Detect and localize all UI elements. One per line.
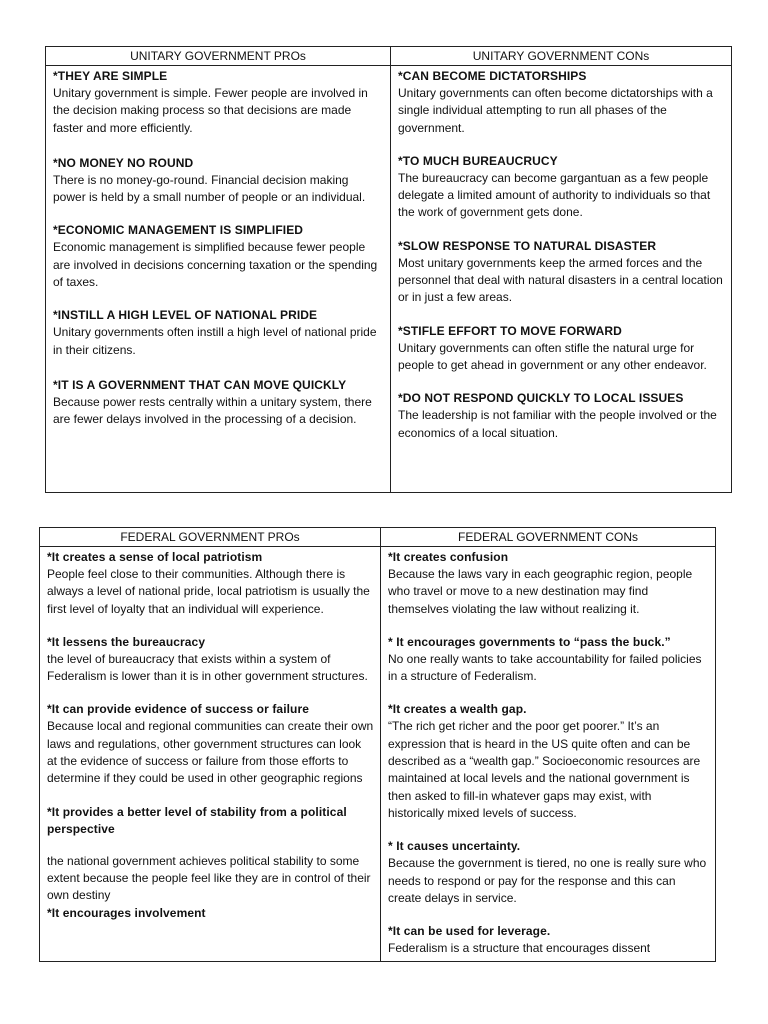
unitary-con-item: [398, 153, 725, 222]
federal-table: [39, 527, 716, 962]
federal-pro-body: Because local and regional communities can create their own laws and regulations, other government structures can look at the evidence of success or failure from those efforts to determine if they could be used in other geographic regions: [47, 719, 374, 786]
unitary-pro-body: Unitary governments often instill a high level of national pride in their citizens.: [53, 325, 377, 357]
unitary-pro-body: Economic management is simplified because fewer people are involved in decisions concerning taxation or the spending of taxes.: [53, 240, 378, 290]
unitary-con-title: *DO NOT RESPOND QUICKLY TO LOCAL ISSUES: [398, 391, 684, 406]
federal-pro-title: *It encourages involvement: [47, 905, 206, 920]
federal-pro-item: [47, 634, 374, 686]
federal-con-body: Because the government is tiered, no one is really sure who needs to respond or pay for the response and this can create delays in service.: [388, 856, 707, 905]
unitary-cons-header: UNITARY GOVERNMENT CONs: [391, 47, 732, 66]
unitary-pro-item: [53, 68, 384, 137]
unitary-pro-item: [53, 222, 384, 291]
unitary-con-body: Unitary governments can often become dictatorships with a single individual attempting to run all phases of the government.: [398, 86, 713, 135]
federal-cons-cell: [381, 547, 716, 962]
unitary-pro-title: *THEY ARE SIMPLE: [53, 69, 168, 83]
unitary-con-title: *STIFLE EFFORT TO MOVE FORWARD: [398, 323, 622, 338]
unitary-con-item: [398, 68, 725, 137]
federal-con-title: *It can be used for leverage.: [388, 924, 551, 939]
federal-con-body: “The rich get richer and the poor get poorer.” It’s an expression that is heard in the US quite often and can be described as a “wealth gap.” Socioeconomic resources are maintained at local levels and the national government is then asked to fill-in whatever gaps may exist, with historically mixed levels of success.: [388, 719, 701, 820]
federal-pro-title: *It can provide evidence of success or failure: [47, 702, 310, 717]
unitary-con-body: The bureaucracy can become gargantuan as a few people delegate a limited amount of authority to individuals so that the work of government gets done.: [398, 170, 711, 220]
federal-con-body: No one really wants to take accountability for failed policies in a structure of Federalism.: [388, 651, 702, 684]
unitary-cons-cell: [391, 66, 732, 493]
federal-pro-item: [47, 804, 374, 905]
unitary-pro-title: *NO MONEY NO ROUND: [53, 155, 194, 170]
unitary-pros-cell: [46, 66, 391, 493]
unitary-pro-title: *INSTILL A HIGH LEVEL OF NATIONAL PRIDE: [53, 308, 318, 323]
unitary-con-body: Most unitary governments keep the armed forces and the personnel that deal with natural disasters in a central location or in just a few areas.: [398, 255, 723, 305]
unitary-con-body: The leadership is not familiar with the people involved or the economics of a local situation.: [398, 408, 717, 440]
federal-con-title: *It creates confusion: [388, 550, 509, 564]
unitary-con-item: [398, 390, 725, 442]
federal-con-item: [388, 701, 709, 822]
federal-pro-title: *It provides a better level of stability from a political perspective: [47, 804, 347, 836]
federal-con-title: * It encourages governments to “pass the buck.”: [388, 634, 671, 649]
unitary-pro-body: Because power rests centrally within a unitary system, there are fewer delays involved in the processing of a decision.: [53, 394, 372, 427]
federal-con-item: [388, 838, 709, 907]
federal-con-body: Federalism is a structure that encourages dissent: [388, 941, 651, 956]
unitary-con-title: *TO MUCH BUREAUCRUCY: [398, 153, 558, 168]
unitary-con-item: [398, 323, 725, 375]
unitary-pros-header: UNITARY GOVERNMENT PROs: [46, 47, 391, 66]
federal-cons-header: FEDERAL GOVERNMENT CONs: [381, 528, 716, 547]
unitary-pro-title: *ECONOMIC MANAGEMENT IS SIMPLIFIED: [53, 223, 304, 238]
unitary-con-item: [398, 238, 725, 307]
federal-pros-header: FEDERAL GOVERNMENT PROs: [40, 528, 381, 547]
federal-pro-item: [47, 701, 374, 787]
federal-con-title: *It creates a wealth gap.: [388, 702, 527, 717]
unitary-pro-item: [53, 155, 384, 207]
federal-pro-item: [47, 905, 374, 922]
federal-pro-title: *It lessens the bureaucracy: [47, 634, 206, 649]
federal-con-title: * It causes uncertainty.: [388, 839, 521, 854]
federal-pro-body: the national government achieves political stability to some extent because the people feel like they are in control of their own destiny: [47, 853, 371, 903]
unitary-pro-title: *IT IS A GOVERNMENT THAT CAN MOVE QUICKLY: [53, 377, 347, 392]
unitary-con-title: *SLOW RESPONSE TO NATURAL DISASTER: [398, 238, 657, 253]
unitary-con-title: *CAN BECOME DICTATORSHIPS: [398, 69, 587, 83]
federal-pros-cell: [40, 547, 381, 962]
federal-con-item: [388, 634, 709, 686]
federal-pro-body: the level of bureaucracy that exists within a system of Federalism is lower than it is in other government structures.: [47, 651, 368, 684]
federal-con-item: [388, 549, 709, 618]
unitary-table: [45, 46, 732, 493]
federal-pro-title: *It creates a sense of local patriotism: [47, 550, 263, 564]
unitary-pro-item: [53, 377, 384, 429]
unitary-con-body: Unitary governments can often stifle the natural urge for people to get ahead in government or any other endeavor.: [398, 340, 707, 372]
federal-con-item: [388, 923, 709, 957]
federal-pro-item: [47, 549, 374, 618]
unitary-pro-item: [53, 307, 384, 359]
federal-pro-body: People feel close to their communities. Although there is always a level of national pride, local patriotism is usually the first level of loyalty that an individual will experience.: [47, 567, 370, 616]
unitary-pro-body: Unitary government is simple. Fewer people are involved in the decision making process so that decisions are made faster and more efficiently.: [53, 86, 368, 135]
unitary-pro-body: There is no money-go-round. Financial decision making power is held by a small number of people or an individual.: [53, 172, 366, 205]
federal-con-body: Because the laws vary in each geographic region, people who travel or move to a new destination may find themselves violating the law without realizing it.: [388, 567, 693, 616]
